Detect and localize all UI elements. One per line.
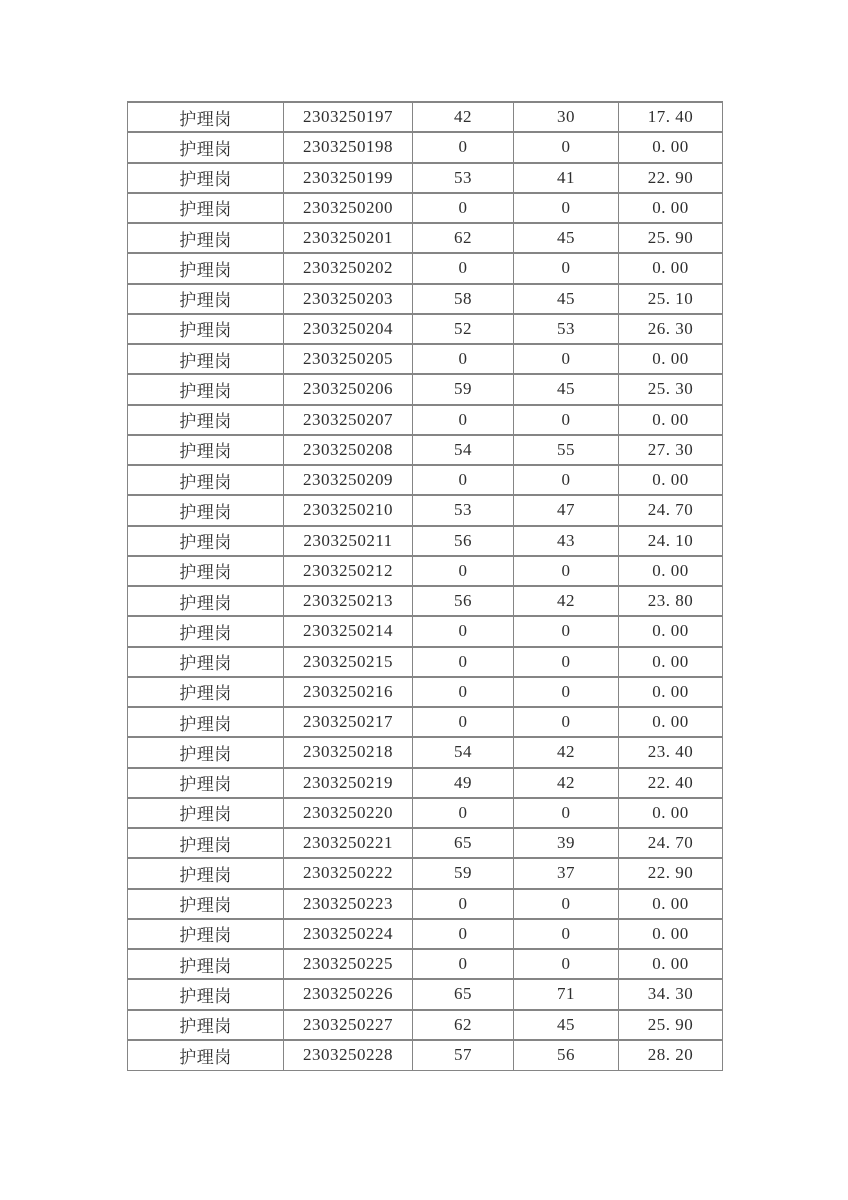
score-b-cell: 0 <box>514 253 619 283</box>
table-row <box>128 495 723 525</box>
candidate-id-cell: 2303250210 <box>284 495 413 525</box>
score-b-cell: 56 <box>514 1040 619 1070</box>
score-b-cell: 0 <box>514 405 619 435</box>
score-a-cell: 0 <box>413 707 514 737</box>
score-b-cell: 0 <box>514 193 619 223</box>
table-row <box>128 616 723 646</box>
score-a-cell: 0 <box>413 556 514 586</box>
table-row <box>128 949 723 979</box>
total-score-cell: 24. 70 <box>619 495 723 525</box>
total-score-cell: 0. 00 <box>619 798 723 828</box>
total-score-cell: 25. 90 <box>619 1010 723 1040</box>
table-row <box>128 586 723 616</box>
score-a-cell: 0 <box>413 132 514 162</box>
position-cell: 护理岗 <box>128 556 284 586</box>
candidate-id-cell: 2303250218 <box>284 737 413 767</box>
score-b-cell: 42 <box>514 768 619 798</box>
position-cell: 护理岗 <box>128 284 284 314</box>
candidate-id-cell: 2303250208 <box>284 435 413 465</box>
position-cell: 护理岗 <box>128 102 284 132</box>
score-b-cell: 0 <box>514 647 619 677</box>
score-b-cell: 30 <box>514 102 619 132</box>
position-cell: 护理岗 <box>128 253 284 283</box>
score-b-cell: 0 <box>514 677 619 707</box>
total-score-cell: 27. 30 <box>619 435 723 465</box>
table-row <box>128 677 723 707</box>
score-b-cell: 45 <box>514 223 619 253</box>
position-cell: 护理岗 <box>128 435 284 465</box>
table-row <box>128 405 723 435</box>
position-cell: 护理岗 <box>128 132 284 162</box>
total-score-cell: 0. 00 <box>619 707 723 737</box>
score-b-cell: 0 <box>514 889 619 919</box>
position-cell: 护理岗 <box>128 1010 284 1040</box>
total-score-cell: 0. 00 <box>619 919 723 949</box>
table-row <box>128 768 723 798</box>
table-row <box>128 374 723 404</box>
score-a-cell: 57 <box>413 1040 514 1070</box>
candidate-id-cell: 2303250214 <box>284 616 413 646</box>
position-cell: 护理岗 <box>128 526 284 556</box>
candidate-id-cell: 2303250221 <box>284 828 413 858</box>
table-row <box>128 647 723 677</box>
candidate-id-cell: 2303250219 <box>284 768 413 798</box>
position-cell: 护理岗 <box>128 949 284 979</box>
score-a-cell: 0 <box>413 919 514 949</box>
total-score-cell: 24. 10 <box>619 526 723 556</box>
score-a-cell: 58 <box>413 284 514 314</box>
candidate-id-cell: 2303250201 <box>284 223 413 253</box>
score-a-cell: 0 <box>413 253 514 283</box>
candidate-id-cell: 2303250205 <box>284 344 413 374</box>
total-score-cell: 0. 00 <box>619 344 723 374</box>
table-row <box>128 858 723 888</box>
score-table-body <box>128 102 723 1070</box>
score-a-cell: 62 <box>413 223 514 253</box>
score-a-cell: 53 <box>413 163 514 193</box>
total-score-cell: 0. 00 <box>619 556 723 586</box>
total-score-cell: 0. 00 <box>619 132 723 162</box>
table-row <box>128 828 723 858</box>
score-a-cell: 0 <box>413 889 514 919</box>
total-score-cell: 22. 40 <box>619 768 723 798</box>
position-cell: 护理岗 <box>128 707 284 737</box>
table-row <box>128 284 723 314</box>
position-cell: 护理岗 <box>128 677 284 707</box>
table-row <box>128 737 723 767</box>
candidate-id-cell: 2303250217 <box>284 707 413 737</box>
score-b-cell: 47 <box>514 495 619 525</box>
total-score-cell: 0. 00 <box>619 616 723 646</box>
position-cell: 护理岗 <box>128 495 284 525</box>
table-row <box>128 1040 723 1070</box>
candidate-id-cell: 2303250206 <box>284 374 413 404</box>
candidate-id-cell: 2303250202 <box>284 253 413 283</box>
total-score-cell: 25. 10 <box>619 284 723 314</box>
total-score-cell: 25. 90 <box>619 223 723 253</box>
candidate-id-cell: 2303250204 <box>284 314 413 344</box>
score-a-cell: 0 <box>413 465 514 495</box>
candidate-id-cell: 2303250203 <box>284 284 413 314</box>
position-cell: 护理岗 <box>128 586 284 616</box>
score-b-cell: 0 <box>514 556 619 586</box>
candidate-id-cell: 2303250228 <box>284 1040 413 1070</box>
candidate-id-cell: 2303250225 <box>284 949 413 979</box>
score-a-cell: 56 <box>413 526 514 556</box>
total-score-cell: 17. 40 <box>619 102 723 132</box>
position-cell: 护理岗 <box>128 858 284 888</box>
table-row <box>128 193 723 223</box>
score-a-cell: 0 <box>413 798 514 828</box>
position-cell: 护理岗 <box>128 405 284 435</box>
position-cell: 护理岗 <box>128 798 284 828</box>
score-a-cell: 62 <box>413 1010 514 1040</box>
score-a-cell: 42 <box>413 102 514 132</box>
total-score-cell: 25. 30 <box>619 374 723 404</box>
candidate-id-cell: 2303250216 <box>284 677 413 707</box>
candidate-id-cell: 2303250227 <box>284 1010 413 1040</box>
score-b-cell: 41 <box>514 163 619 193</box>
position-cell: 护理岗 <box>128 828 284 858</box>
score-b-cell: 43 <box>514 526 619 556</box>
score-a-cell: 65 <box>413 828 514 858</box>
table-row <box>128 465 723 495</box>
score-b-cell: 45 <box>514 284 619 314</box>
candidate-id-cell: 2303250213 <box>284 586 413 616</box>
position-cell: 护理岗 <box>128 768 284 798</box>
score-a-cell: 52 <box>413 314 514 344</box>
candidate-id-cell: 2303250199 <box>284 163 413 193</box>
score-b-cell: 71 <box>514 979 619 1009</box>
table-row <box>128 1010 723 1040</box>
candidate-id-cell: 2303250212 <box>284 556 413 586</box>
score-a-cell: 59 <box>413 858 514 888</box>
total-score-cell: 0. 00 <box>619 889 723 919</box>
table-row <box>128 132 723 162</box>
total-score-cell: 34. 30 <box>619 979 723 1009</box>
table-row <box>128 344 723 374</box>
table-row <box>128 556 723 586</box>
score-a-cell: 0 <box>413 949 514 979</box>
score-table <box>127 101 723 1071</box>
table-row <box>128 223 723 253</box>
position-cell: 护理岗 <box>128 647 284 677</box>
candidate-id-cell: 2303250224 <box>284 919 413 949</box>
total-score-cell: 22. 90 <box>619 858 723 888</box>
score-a-cell: 65 <box>413 979 514 1009</box>
total-score-cell: 23. 80 <box>619 586 723 616</box>
position-cell: 护理岗 <box>128 193 284 223</box>
total-score-cell: 0. 00 <box>619 647 723 677</box>
table-row <box>128 707 723 737</box>
score-a-cell: 49 <box>413 768 514 798</box>
candidate-id-cell: 2303250223 <box>284 889 413 919</box>
candidate-id-cell: 2303250215 <box>284 647 413 677</box>
score-a-cell: 59 <box>413 374 514 404</box>
candidate-id-cell: 2303250198 <box>284 132 413 162</box>
table-row <box>128 314 723 344</box>
total-score-cell: 0. 00 <box>619 405 723 435</box>
candidate-id-cell: 2303250207 <box>284 405 413 435</box>
candidate-id-cell: 2303250197 <box>284 102 413 132</box>
position-cell: 护理岗 <box>128 344 284 374</box>
score-a-cell: 54 <box>413 435 514 465</box>
position-cell: 护理岗 <box>128 465 284 495</box>
total-score-cell: 22. 90 <box>619 163 723 193</box>
candidate-id-cell: 2303250222 <box>284 858 413 888</box>
score-b-cell: 45 <box>514 374 619 404</box>
position-cell: 护理岗 <box>128 737 284 767</box>
score-a-cell: 56 <box>413 586 514 616</box>
position-cell: 护理岗 <box>128 163 284 193</box>
position-cell: 护理岗 <box>128 314 284 344</box>
score-b-cell: 53 <box>514 314 619 344</box>
position-cell: 护理岗 <box>128 979 284 1009</box>
score-a-cell: 54 <box>413 737 514 767</box>
total-score-cell: 0. 00 <box>619 193 723 223</box>
table-row <box>128 526 723 556</box>
candidate-id-cell: 2303250209 <box>284 465 413 495</box>
score-a-cell: 0 <box>413 677 514 707</box>
score-b-cell: 39 <box>514 828 619 858</box>
total-score-cell: 23. 40 <box>619 737 723 767</box>
total-score-cell: 0. 00 <box>619 253 723 283</box>
candidate-id-cell: 2303250220 <box>284 798 413 828</box>
score-a-cell: 0 <box>413 405 514 435</box>
position-cell: 护理岗 <box>128 223 284 253</box>
position-cell: 护理岗 <box>128 616 284 646</box>
table-row <box>128 889 723 919</box>
position-cell: 护理岗 <box>128 374 284 404</box>
total-score-cell: 24. 70 <box>619 828 723 858</box>
table-row <box>128 253 723 283</box>
score-b-cell: 42 <box>514 737 619 767</box>
score-b-cell: 0 <box>514 798 619 828</box>
score-b-cell: 0 <box>514 616 619 646</box>
score-a-cell: 53 <box>413 495 514 525</box>
table-row <box>128 102 723 132</box>
position-cell: 护理岗 <box>128 919 284 949</box>
total-score-cell: 28. 20 <box>619 1040 723 1070</box>
total-score-cell: 0. 00 <box>619 949 723 979</box>
total-score-cell: 0. 00 <box>619 677 723 707</box>
score-b-cell: 45 <box>514 1010 619 1040</box>
score-b-cell: 55 <box>514 435 619 465</box>
position-cell: 护理岗 <box>128 889 284 919</box>
score-b-cell: 0 <box>514 949 619 979</box>
score-b-cell: 0 <box>514 344 619 374</box>
position-cell: 护理岗 <box>128 1040 284 1070</box>
score-b-cell: 0 <box>514 707 619 737</box>
table-row <box>128 163 723 193</box>
table-row <box>128 979 723 1009</box>
score-b-cell: 0 <box>514 919 619 949</box>
table-row <box>128 435 723 465</box>
score-b-cell: 0 <box>514 465 619 495</box>
score-a-cell: 0 <box>413 616 514 646</box>
table-row <box>128 798 723 828</box>
score-b-cell: 0 <box>514 132 619 162</box>
candidate-id-cell: 2303250211 <box>284 526 413 556</box>
score-b-cell: 42 <box>514 586 619 616</box>
score-a-cell: 0 <box>413 647 514 677</box>
score-b-cell: 37 <box>514 858 619 888</box>
score-a-cell: 0 <box>413 344 514 374</box>
candidate-id-cell: 2303250226 <box>284 979 413 1009</box>
score-a-cell: 0 <box>413 193 514 223</box>
total-score-cell: 26. 30 <box>619 314 723 344</box>
table-row <box>128 919 723 949</box>
candidate-id-cell: 2303250200 <box>284 193 413 223</box>
total-score-cell: 0. 00 <box>619 465 723 495</box>
